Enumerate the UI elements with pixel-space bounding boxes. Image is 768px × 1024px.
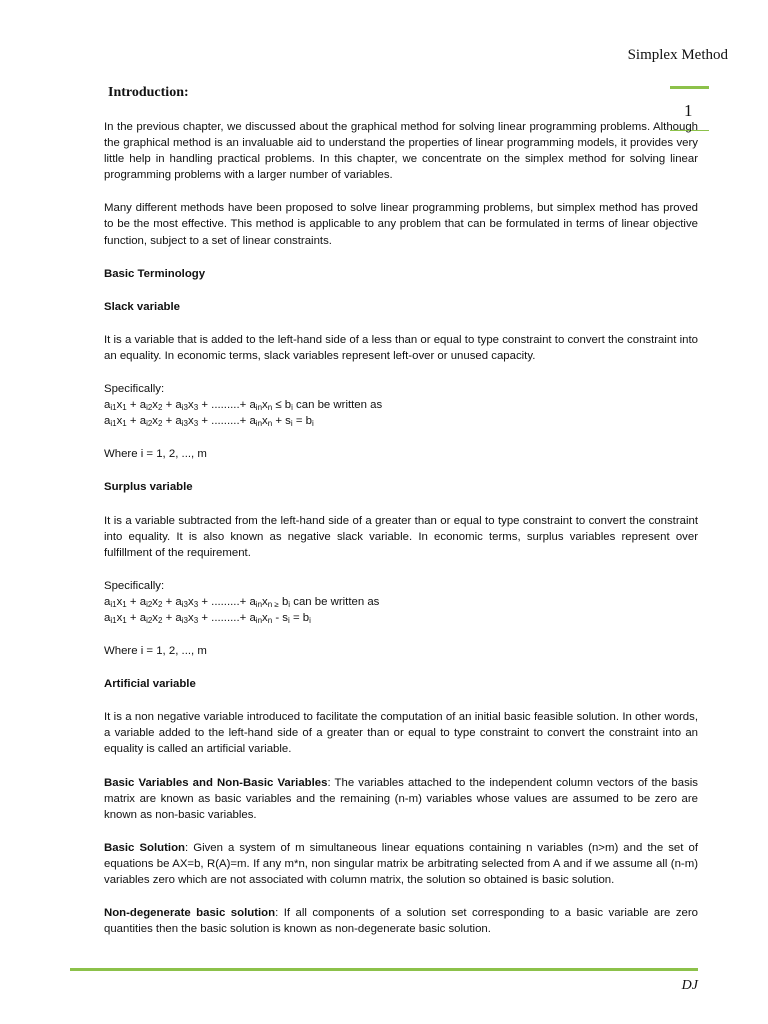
slack-variable-heading: Slack variable	[104, 300, 180, 313]
surplus-equation-1: $a_{i1}x_1 + a_{i2}x_2 + a_{i3}x_3$ + .........+ $a_{in}x_{n \ge}$ $b_i$ can be written as	[104, 595, 380, 609]
basic-solution-definition: : Given a system of m simultaneous linear equations containing n variables (n>m) and the set of equations be AX=b, R(A)=m. If any m*n, non singular matrix be arbitrating selected from A and if we assume all (n-m) variables zero which are not associated with column matrix, the solution so obtained is basic solution.	[104, 841, 698, 886]
slack-equation-1: $a_{i1}x_1 + a_{i2}x_2 + a_{i3}x_3$ + .........+ $a_{in}x_n \le b_i$ can be written as	[104, 399, 383, 413]
intro-paragraph-2: Many different methods have been proposed to solve linear programming problems, but simplex method has proved to be the most effective. This method is applicable to any problem that can be formulated in terms of linear objective function, subject to a set of linear constraints.	[104, 202, 698, 247]
intro-paragraph-1: In the previous chapter, we discussed about the graphical method for solving linear programming problems. Although the graphical method is an invaluable aid to understand the properties of linear programming models, it provides very little help in handling practical problems. In this chapter, we concentrate on the simplex method for solving linear programming problems with a larger number of variables.	[104, 121, 698, 182]
header-accent-line	[670, 86, 709, 89]
artificial-variable-body: It is a non negative variable introduced to facilitate the computation of an initial basic feasible solution. In other words, a variable added to the left-hand side of a greater than or equal to type constraint to convert the constraint into an equality is called an artificial variable.	[104, 711, 698, 756]
nondegenerate-definition: : If all components of a solution set corresponding to a basic variable are zero quantities then the basic solution is known as non-degenerate basic solution.	[104, 907, 698, 936]
running-title: Simplex Method	[627, 47, 728, 63]
surplus-equation-2: $a_{i1}x_1 + a_{i2}x_2 + a_{i3}x_3$ + .........+ $a_{in}x_n - s_i = b_i$	[104, 611, 311, 625]
nondegenerate-paragraph	[104, 905, 698, 937]
page-number: 1	[684, 101, 693, 120]
basic-terminology-heading: Basic Terminology	[104, 267, 206, 280]
basic-variables-definition: : The variables attached to the independent column vectors of the basis matrix are known as basic variables and the remaining (n-m) variables whose values are assumed to be zero are known as non-basic variables.	[104, 776, 698, 821]
nondegenerate-term: Non-degenerate basic solution	[104, 907, 276, 920]
slack-specifically-label: Specifically:	[104, 383, 165, 396]
slack-index-range: Where i = 1, 2, ..., m	[104, 448, 207, 461]
basic-solution-term: Basic Solution	[104, 841, 185, 854]
surplus-variable-heading: Surplus variable	[104, 481, 193, 494]
surplus-variable-body: It is a variable subtracted from the left-hand side of a greater than or equal to type constraint to convert the constraint into equality. It is also known as negative slack variable. In economic terms, surplus variables represent over fulfillment of the requirement.	[104, 514, 698, 559]
surplus-index-range: Where i = 1, 2, ..., m	[104, 645, 207, 658]
slack-variable-body: It is a variable that is added to the left-hand side of a less than or equal to type constraint to convert the constraint into an equality. In economic terms, slack variables represent left-over or unused capacity.	[104, 333, 698, 362]
document-body	[104, 119, 698, 937]
footer-initials: DJ	[681, 978, 698, 993]
surplus-specifically-label: Specifically:	[104, 579, 165, 592]
introduction-heading: Introduction:	[108, 85, 189, 100]
basic-variables-term: Basic Variables and Non-Basic Variables	[104, 776, 328, 789]
artificial-variable-heading: Artificial variable	[104, 678, 196, 691]
slack-equation-2: $a_{i1}x_1 + a_{i2}x_2 + a_{i3}x_3$ + .........+ $a_{in}x_n + s_i = b_i$	[104, 415, 314, 429]
footer-accent-line	[70, 968, 698, 971]
basic-variables-paragraph	[104, 775, 698, 823]
basic-solution-paragraph	[104, 840, 698, 888]
